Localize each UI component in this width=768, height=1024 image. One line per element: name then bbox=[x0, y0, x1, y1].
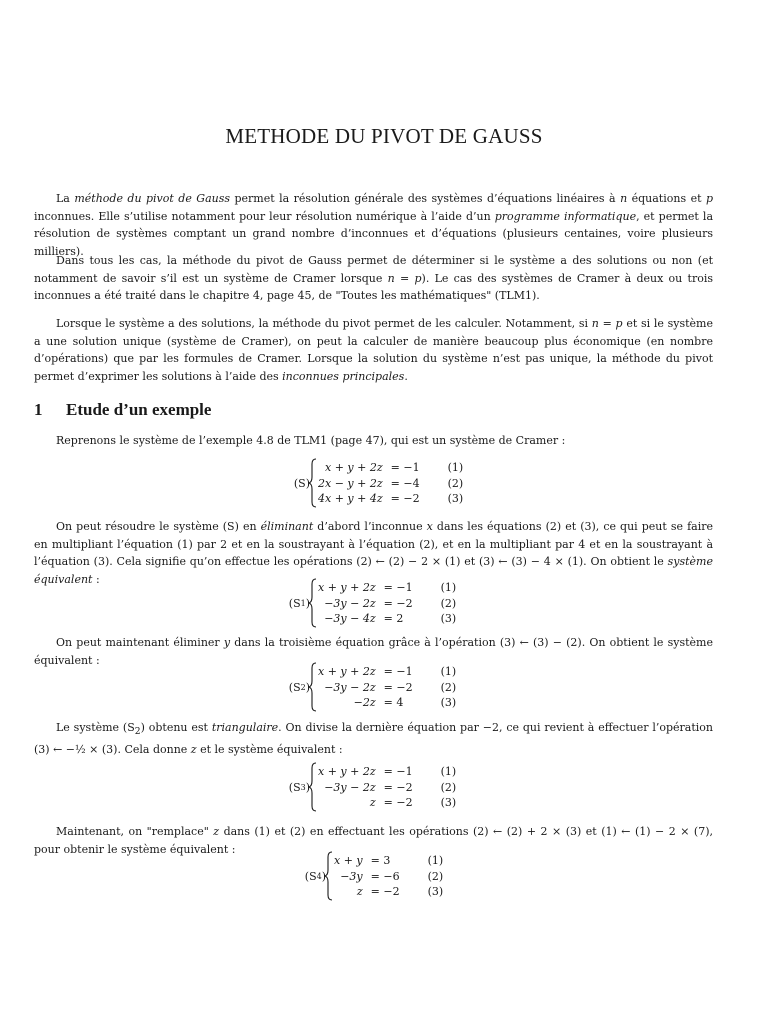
equation-rhs: = −4 bbox=[390, 476, 420, 490]
text-paragraph-2: On peut résoudre le système (S) en éliminant d’abord l’inconnue x dans les équations (2) et (3), ce qui peut se faire en multipliant l’équation (1) par 2 et en la soustrayant à l’équation (2), et en la multipliant par 4 et en la soustrayant à l’équation (3). Cela signifie qu’on effectue les opérations (2) ← (2) − 2 × (1) et (3) ← (3) − 4 × (1). On obtient le système équivalent : bbox=[34, 520, 713, 586]
equation-label: (2) bbox=[427, 869, 444, 883]
equation-label: (1) bbox=[447, 461, 464, 475]
equation-rhs: = −6 bbox=[370, 869, 400, 883]
equation-rhs: = −2 bbox=[383, 596, 413, 610]
document-title: METHODE DU PIVOT DE GAUSS bbox=[225, 124, 543, 148]
equation-table bbox=[318, 764, 456, 811]
intro-paragraph-1: La méthode du pivot de Gauss permet la résolution générale des systèmes d’équations linéaires à n équations et p inconnues. Elle s’utilise notamment pour leur résolution numérique à l’aide d’un programme informatique, et permet la résolution de systèmes comptant un grand nombre d’inconnues et d’équations (plusieurs centaines, voire plusieurs milliers). bbox=[34, 192, 714, 258]
equation-row bbox=[334, 853, 443, 869]
left-brace-icon bbox=[308, 458, 318, 508]
equation-label: (1) bbox=[427, 854, 444, 868]
equation-label: (2) bbox=[440, 680, 457, 694]
equation-row bbox=[318, 460, 463, 476]
text-paragraph-1: Reprenons le système de l’exemple 4.8 de TLM1 (page 47), qui est un système de Cramer : bbox=[56, 434, 566, 447]
equation-table bbox=[318, 460, 463, 507]
equation-rhs: = −1 bbox=[390, 461, 420, 475]
equation-lhs: z bbox=[369, 796, 376, 810]
equation-row bbox=[318, 680, 456, 696]
equation-system bbox=[288, 664, 457, 711]
equation-label: (3) bbox=[440, 612, 457, 626]
text-paragraph-4: Le système $(S_2)$ obtenu est triangulaire. On divise la dernière équation par −2, ce qui revient à effectuer l’opération (3) ← −½ × (3). Cela donne z et le système équivalent : bbox=[34, 721, 714, 756]
equation-label: (1) bbox=[440, 581, 457, 595]
system-name: (S 3 ) bbox=[288, 780, 310, 794]
equation-system bbox=[288, 580, 457, 627]
equation-rhs: = 2 bbox=[383, 612, 404, 626]
equation-label: (1) bbox=[440, 765, 457, 779]
equation-label: (2) bbox=[440, 780, 457, 794]
system-name: (S 4 ) bbox=[304, 869, 326, 883]
equation-row bbox=[318, 795, 456, 811]
equation-lhs: −3y − 2z bbox=[324, 680, 376, 694]
equation-label: (3) bbox=[447, 492, 464, 506]
equation-rhs: = 4 bbox=[383, 696, 404, 710]
intro-paragraph-3: Lorsque le système a des solutions, la méthode du pivot permet de les calculer. Notamment, si n = p et si le système a une solution unique (système de Cramer), on peut la calculer de manière beaucoup plus économique (en nombre d’opérations) que par les formules de Cramer. Lorsque la solution du système n’est pas unique, la méthode du pivot permet d’exprimer les solutions à l’aide des inconnues principales. bbox=[34, 317, 713, 383]
equation-table bbox=[334, 853, 443, 900]
equation-lhs: z bbox=[356, 885, 363, 899]
equation-row bbox=[318, 695, 456, 711]
equation-rhs: = −1 bbox=[383, 581, 413, 595]
equation-rhs: = −2 bbox=[390, 492, 420, 506]
equation-label: (3) bbox=[427, 885, 444, 899]
equation-rhs: = 3 bbox=[370, 854, 391, 868]
equation-rhs: = −2 bbox=[383, 796, 413, 810]
equation-table bbox=[318, 580, 456, 627]
equation-row bbox=[318, 664, 456, 680]
equation-rhs: = −2 bbox=[383, 680, 413, 694]
equation-lhs: 4x + y + 4z bbox=[318, 492, 383, 506]
equation-table bbox=[318, 664, 456, 711]
text-paragraph-5: Maintenant, on "remplace" z dans (1) et (2) en effectuant les opérations (2) ← (2) + 2 × (3) et (1) ← (1) − 2 × (7), pour obtenir le système équivalent : bbox=[34, 825, 713, 856]
equation-lhs: x + y + 2z bbox=[325, 461, 383, 475]
equation-lhs: −3y − 4z bbox=[324, 612, 376, 626]
equation-lhs: x + y + 2z bbox=[318, 581, 376, 595]
equation-lhs: x + y + 2z bbox=[318, 665, 376, 679]
equation-system bbox=[288, 764, 457, 811]
equation-lhs: x + y + 2z bbox=[318, 765, 376, 779]
equation-system bbox=[293, 460, 464, 507]
text-paragraph-3: On peut maintenant éliminer y dans la troisième équation grâce à l’opération (3) ← (3) − (2). On obtient le système équivalent : bbox=[34, 636, 713, 667]
equation-row bbox=[334, 884, 443, 900]
equation-label: (3) bbox=[440, 796, 457, 810]
equation-row bbox=[318, 580, 456, 596]
section-heading bbox=[34, 400, 211, 420]
equation-lhs: −3y bbox=[340, 869, 363, 883]
equation-system bbox=[304, 853, 444, 900]
equation-label: (2) bbox=[440, 596, 457, 610]
system-name: (S) bbox=[293, 476, 310, 490]
equation-row bbox=[318, 611, 456, 627]
left-brace-icon bbox=[308, 762, 318, 812]
equation-lhs: 2x − y + 2z bbox=[318, 476, 383, 490]
section-title: Etude d’un exemple bbox=[66, 400, 212, 419]
left-brace-icon bbox=[324, 851, 334, 901]
system-name: (S 1 ) bbox=[288, 596, 310, 610]
equation-lhs: −2z bbox=[353, 696, 376, 710]
equation-rhs: = −2 bbox=[370, 885, 400, 899]
section-number: 1 bbox=[34, 400, 43, 419]
left-brace-icon bbox=[308, 578, 318, 628]
equation-row bbox=[318, 476, 463, 492]
equation-rhs: = −1 bbox=[383, 665, 413, 679]
equation-row bbox=[318, 764, 456, 780]
equation-lhs: x + y bbox=[334, 854, 363, 868]
equation-row bbox=[318, 491, 463, 507]
equation-lhs: −3y − 2z bbox=[324, 780, 376, 794]
equation-row bbox=[334, 869, 443, 885]
system-name: (S 2 ) bbox=[288, 680, 310, 694]
equation-row bbox=[318, 780, 456, 796]
intro-paragraph-2: Dans tous les cas, la méthode du pivot de Gauss permet de déterminer si le système a des solutions ou non (et notamment de savoir s’il est un système de Cramer lorsque n = p). Le cas des systèmes de Cramer à deux ou trois inconnues a été traité dans le chapitre 4, page 45, de "Toutes les mathématiques" (TLM1). bbox=[34, 254, 713, 302]
equation-label: (3) bbox=[440, 696, 457, 710]
equation-label: (2) bbox=[447, 476, 464, 490]
equation-rhs: = −2 bbox=[383, 780, 413, 794]
equation-rhs: = −1 bbox=[383, 765, 413, 779]
equation-lhs: −3y − 2z bbox=[324, 596, 376, 610]
equation-label: (1) bbox=[440, 665, 457, 679]
equation-row bbox=[318, 596, 456, 612]
left-brace-icon bbox=[308, 662, 318, 712]
